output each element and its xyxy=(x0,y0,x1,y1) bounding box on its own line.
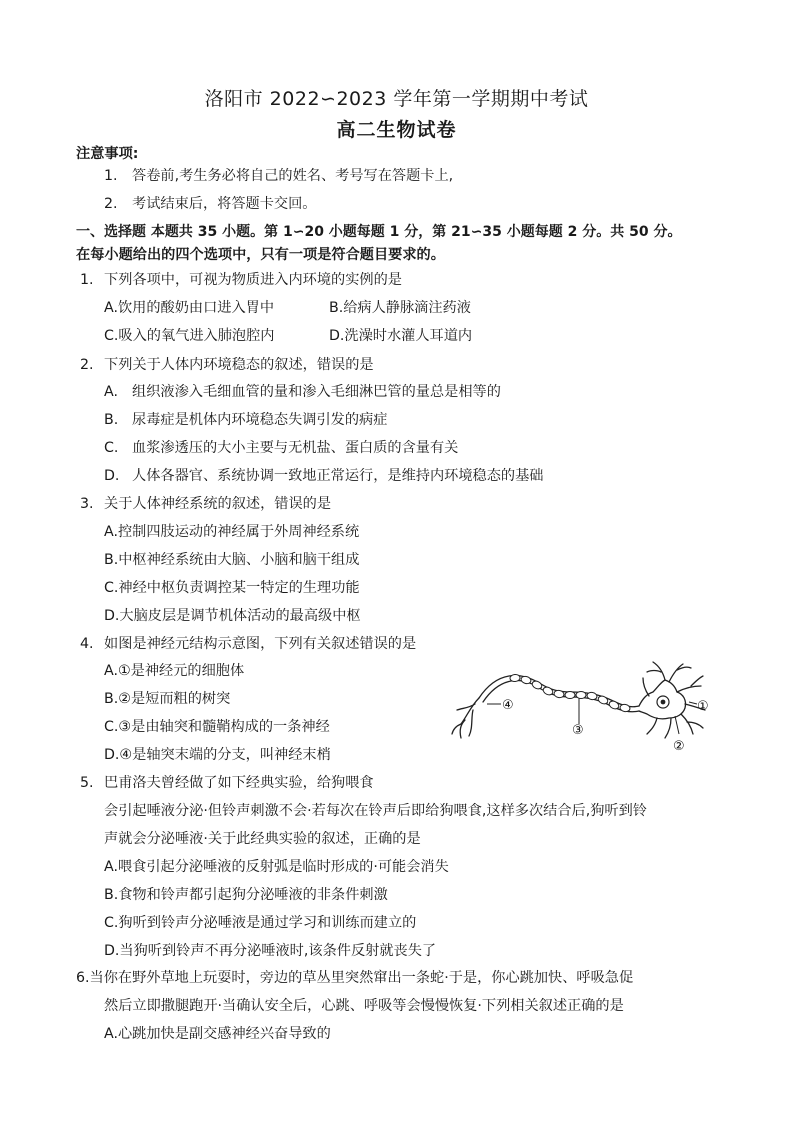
q5-stem-line-2: 会引起唾液分泌·但铃声刺激不会·若每次在铃声后即给狗喂食,这样多次结合后,狗听到铃 xyxy=(104,803,647,819)
question-1-stem xyxy=(80,270,402,290)
notice-item-text: 考试结束后，将答题卡交回。 xyxy=(132,196,317,212)
q5-option-b: B.食物和铃声都引起狗分泌唾液的非条件刺激 xyxy=(104,887,388,903)
option-text: 尿毒症是机体内环境稳态失调引发的病症 xyxy=(132,412,388,428)
question-5-stem xyxy=(80,773,374,793)
question-text: 下列各项中，可视为物质进入内环境的实例的是 xyxy=(104,272,402,288)
option-text: 血浆渗透压的大小主要与无机盐、蛋白质的含量有关 xyxy=(132,440,459,456)
q4-option-c: C.③是由轴突和髓鞘构成的一条神经 xyxy=(104,719,330,735)
q3-option-a: A.控制四肢运动的神经属于外周神经系统 xyxy=(104,524,360,540)
q1-option-a: A.饮用的酸奶由口进入胃中 xyxy=(104,300,275,316)
q1-option-d: D.洗澡时水灌人耳道内 xyxy=(329,328,473,344)
question-number: 1. xyxy=(80,272,94,288)
q2-option-d xyxy=(104,466,543,486)
q4-option-d: D.④是轴突末端的分支，叫神经末梢 xyxy=(104,747,331,763)
question-6-stem: 6.当你在野外草地上玩耍时，旁边的草丛里突然窜出一条蛇·于是，你心跳加快、呼吸急促 xyxy=(76,970,634,986)
notice-item-text: 答卷前,考生务必将自己的姓名、考号写在答题卡上, xyxy=(132,168,454,184)
q6-option-a: A.心跳加快是副交感神经兴奋导致的 xyxy=(104,1026,331,1042)
question-number: 5. xyxy=(80,775,94,791)
option-letter: D. xyxy=(104,468,120,484)
option-text: 组织液渗入毛细血管的量和渗入毛细淋巴管的量总是相等的 xyxy=(132,384,501,400)
notice-item-2 xyxy=(104,194,316,214)
section-instructions-2: 在每小题给出的四个选项中，只有一项是符合题目要求的。 xyxy=(76,247,445,263)
q2-option-c xyxy=(104,438,458,458)
exam-title: 洛阳市 2022∽2023 学年第一学期期中考试 xyxy=(204,88,589,110)
question-text: 下列关于人体内环境稳态的叙述，错误的是 xyxy=(104,357,374,373)
label-three: ③ xyxy=(572,723,584,738)
q5-option-a: A.喂食引起分泌唾液的反射弧是临时形成的·可能会消失 xyxy=(104,859,449,875)
question-number: 2. xyxy=(80,357,94,373)
notice-item-number: 2. xyxy=(104,196,118,212)
q3-option-d: D.大脑皮层是调节机体活动的最高级中枢 xyxy=(104,608,361,624)
q5-option-d: D.当狗听到铃声不再分泌唾液时,该条件反射就丧失了 xyxy=(104,943,437,959)
question-text: 巴甫洛夫曾经做了如下经典实验，给狗喂食 xyxy=(104,775,374,791)
question-text: 关于人体神经系统的叙述，错误的是 xyxy=(104,496,332,512)
q1-option-b: B.给病人静脉滴注药液 xyxy=(329,300,471,316)
notice-item-number: 1. xyxy=(104,168,118,184)
exam-subtitle: 高二生物试卷 xyxy=(336,119,457,141)
question-number: 3. xyxy=(80,496,94,512)
q3-option-b: B.中枢神经系统由大脑、小脑和脑干组成 xyxy=(104,552,360,568)
label-one: ① xyxy=(697,699,709,714)
q1-option-c: C.吸入的氧气进入肺泡腔内 xyxy=(104,328,275,344)
q5-option-c: C.狗听到铃声分泌唾液是通过学习和训练而建立的 xyxy=(104,915,417,931)
q5-stem-line-3: 声就会分泌唾液·关于此经典实验的叙述，正确的是 xyxy=(104,831,421,847)
neuron-diagram xyxy=(451,658,723,758)
label-two: ② xyxy=(673,739,685,754)
option-text: 人体各器官、系统协调一致地正常运行，是维持内环境稳态的基础 xyxy=(132,468,544,484)
question-4-stem xyxy=(80,634,416,654)
section-instructions-1: 一、选择题 本题共 35 小题。第 1∽20 小题每题 1 分，第 21∽35 小题每题 2 分。共 50 分。 xyxy=(76,224,682,240)
question-2-stem xyxy=(80,355,374,375)
q6-stem-line-2: 然后立即撒腿跑开·当确认安全后，心跳、呼吸等会慢慢恢复·下列相关叙述正确的是 xyxy=(104,998,624,1014)
q2-option-a xyxy=(104,382,501,402)
option-letter: A. xyxy=(104,384,118,400)
label-four: ④ xyxy=(502,698,514,713)
notice-item-1 xyxy=(104,166,453,186)
question-3-stem xyxy=(80,494,331,514)
q4-option-b: B.②是短而粗的树突 xyxy=(104,691,231,707)
q4-option-a: A.①是神经元的细胞体 xyxy=(104,663,245,679)
q2-option-b xyxy=(104,410,387,430)
q3-option-c: C.神经中枢负责调控某一特定的生理功能 xyxy=(104,580,360,596)
question-text: 如图是神经元结构示意图，下列有关叙述错误的是 xyxy=(104,636,417,652)
option-letter: B. xyxy=(104,412,119,428)
question-number: 4. xyxy=(80,636,94,652)
option-letter: C. xyxy=(104,440,119,456)
notice-heading: 注意事项: xyxy=(76,146,139,162)
